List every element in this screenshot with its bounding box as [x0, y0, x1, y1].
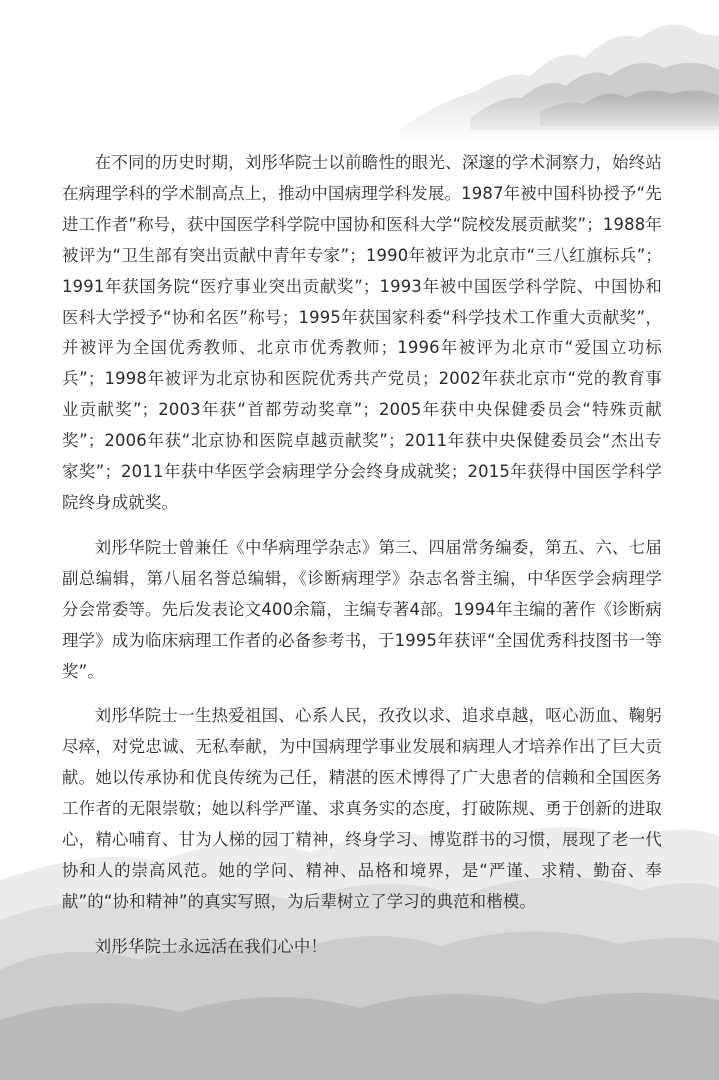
paragraph-honors: 在不同的历史时期，刘彤华院士以前瞻性的眼光、深邃的学术洞察力，始终站在病理学科的学术制高点上，推动中国病理学科发展。1987年被中国科协授予“先进工作者”称号，获中国医学科学院中国协和医科大学“院校发展贡献奖”；1988年被评为“卫生部有突出贡献中青年专家”；1990年被评为北京市“三八红旗标兵”；1991年获国务院“医疗事业突出贡献奖”；1993年被中国医学科学院、中国协和医科大学授予“协和名医”称号；1995年获国家科委“科学技术工作重大贡献奖”，并被评为全国优秀教师、北京市优秀教师；1996年被评为北京市“爱国立功标兵”；1998年被评为北京协和医院优秀共产党员；2002年获北京市“党的教育事业贡献奖”；2003年获“首都劳动奖章”；2005年获中央保健委员会“特殊贡献奖”；2006年获“北京协和医院卓越贡献奖”；2011年获中央保健委员会“杰出专家奖”；2011年获中华医学会病理学分会终身成就奖；2015年获得中国医学科学院终身成就奖。 — [62, 153, 662, 512]
paragraph-editorial: 刘彤华院士曾兼任《中华病理学杂志》第三、四届常务编委，第五、六、七届副总编辑，第八届名誉总编辑，《诊断病理学》杂志名誉主编，中华医学会病理学分会常委等。先后发表论文400余篇，主编专著4部。1994年主编的著作《诊断病理学》成为临床病理工作者的必备参考书，于1995年获评“全国优秀科技图书一等奖”。 — [62, 537, 662, 681]
top-mountains — [400, 25, 719, 146]
article-body — [62, 148, 662, 977]
paragraph-tribute: 刘彤华院士一生热爱祖国、心系人民，孜孜以求、追求卓越，呕心沥血、鞠躬尽瘁，对党忠诚、无私奉献，为中国病理学事业发展和病理人才培养作出了巨大贡献。她以传承协和优良传统为己任，精湛的医术博得了广大患者的信赖和全国医务工作者的无限崇敬；她以科学严谨、求真务实的态度，打破陈规、勇于创新的进取心，精心哺育、甘为人梯的园丁精神，终身学习、博览群书的习惯，展现了老一代协和人的崇高风范。她的学问、精神、品格和境界，是“严谨、求精、勤奋、奉献”的“协和精神”的真实写照，为后辈树立了学习的典范和楷模。 — [62, 706, 662, 911]
paragraph-closing: 刘彤华院士永远活在我们心中！ — [94, 936, 328, 956]
